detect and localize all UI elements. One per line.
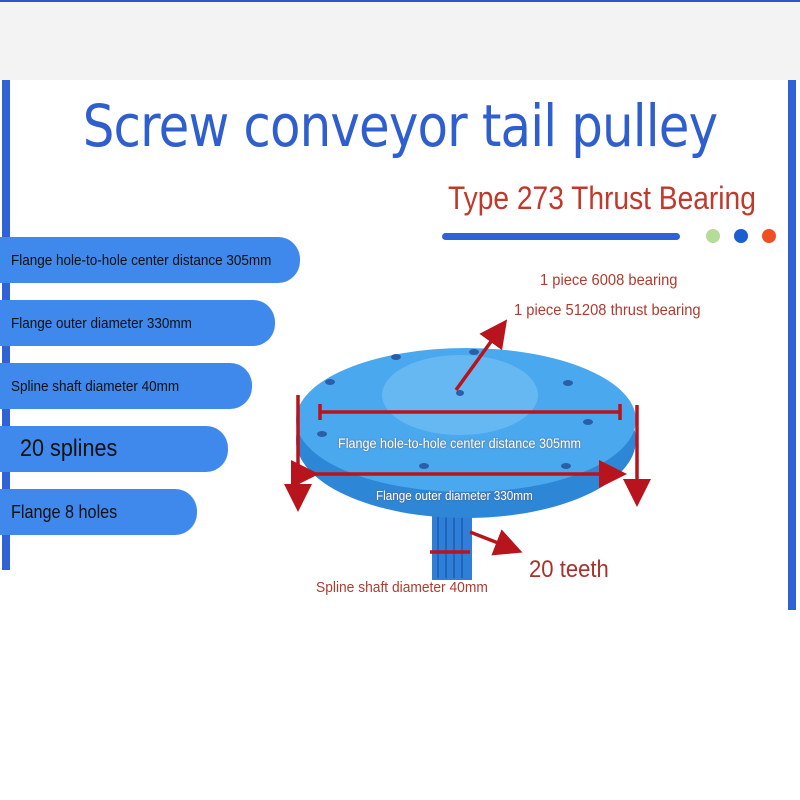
teeth-pointer-arrow-icon [470, 532, 516, 550]
bearing-annotation-1: 1 piece 6008 bearing [540, 272, 678, 289]
spec-tab-label: Flange 8 holes [11, 501, 118, 522]
page-subtitle: Type 273 Thrust Bearing [448, 180, 756, 216]
spec-tab-label: 20 splines [20, 435, 118, 462]
hole-distance-annotation: Flange hole-to-hole center distance 305mm [338, 435, 582, 451]
spec-tab-label: Spline shaft diameter 40mm [11, 377, 180, 395]
hub-hole [456, 390, 464, 396]
shaft-diameter-annotation: Spline shaft diameter 40mm [316, 579, 488, 596]
teeth-annotation: 20 teeth [529, 556, 609, 583]
spec-tab-label: Flange hole-to-hole center distance 305mm [11, 251, 272, 269]
outer-diameter-annotation: Flange outer diameter 330mm [376, 488, 533, 503]
bearing-annotation-2: 1 piece 51208 thrust bearing [514, 302, 701, 319]
spec-tab-label: Flange outer diameter 330mm [11, 314, 192, 332]
page-title: Screw conveyor tail pulley [82, 92, 718, 160]
